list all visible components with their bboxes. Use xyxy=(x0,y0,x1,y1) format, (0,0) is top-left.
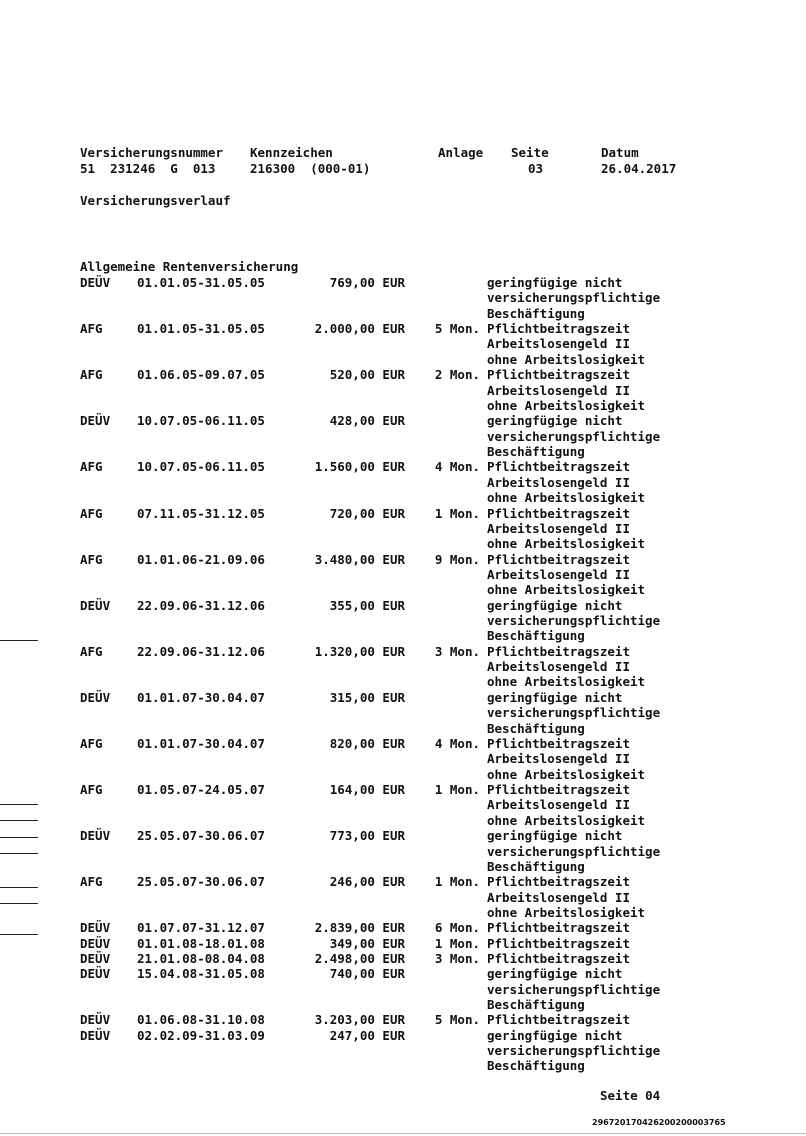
entry-period: 22.09.06-31.12.06 xyxy=(137,597,265,613)
header-seite: 03 xyxy=(528,161,544,176)
entry-code: DEÜV xyxy=(80,275,111,290)
entry-description-line: Arbeitslosengeld II xyxy=(487,659,630,675)
entry-description-line: versicherungspflichtige xyxy=(487,290,661,306)
next-page-label: Seite 04 xyxy=(600,1088,661,1103)
entry-amount: 720,00 EUR xyxy=(329,505,405,521)
entry-amount: 3.480,00 EUR xyxy=(314,551,405,567)
entry-code: DEÜV xyxy=(80,920,111,936)
document-title: Versicherungsverlauf xyxy=(80,193,231,208)
header-label-kennzeichen: Kennzeichen xyxy=(250,145,333,160)
entry-description-line: geringfügige nicht xyxy=(487,828,623,844)
entry-code: DEÜV xyxy=(80,951,111,966)
entry-description-line: Arbeitslosengeld II xyxy=(487,336,630,352)
entry-description-line: geringfügige nicht xyxy=(487,1027,623,1043)
entry-period: 15.04.08-31.05.08 xyxy=(137,966,265,982)
entry-code: DEÜV xyxy=(80,689,111,705)
entry-description-line: versicherungspflichtige xyxy=(487,705,661,721)
header-versicherungsnummer: 51 231246 G 013 xyxy=(80,161,216,176)
margin-mark xyxy=(0,853,38,854)
entry-months: 1 Mon. xyxy=(434,935,480,951)
entry-code: DEÜV xyxy=(80,1027,111,1043)
entry-period: 21.01.08-08.04.08 xyxy=(137,951,265,966)
margin-mark xyxy=(0,934,38,935)
entry-amount: 428,00 EUR xyxy=(329,413,405,429)
entry-amount: 2.000,00 EUR xyxy=(314,321,405,337)
entry-description-line: ohne Arbeitslosigkeit xyxy=(487,351,646,367)
entry-period: 01.01.05-31.05.05 xyxy=(137,321,265,337)
entry-code: DEÜV xyxy=(80,597,111,613)
entry-description-line: Pflichtbeitragszeit xyxy=(487,920,630,936)
entry-code: AFG xyxy=(80,782,103,798)
entry-code: DEÜV xyxy=(80,966,111,982)
entry-amount: 247,00 EUR xyxy=(329,1027,405,1043)
entry-description-line: Arbeitslosengeld II xyxy=(487,751,630,767)
entry-description-line: Pflichtbeitragszeit xyxy=(487,874,630,890)
entry-amount: 520,00 EUR xyxy=(329,367,405,383)
entry-months: 1 Mon. xyxy=(434,874,480,890)
entry-period: 02.02.09-31.03.09 xyxy=(137,1027,265,1043)
entry-description-line: versicherungspflichtige xyxy=(487,981,661,997)
header-label-seite: Seite xyxy=(511,145,549,160)
entry-amount: 164,00 EUR xyxy=(329,782,405,798)
entry-description-line: Beschäftigung xyxy=(487,858,585,874)
entry-amount: 773,00 EUR xyxy=(329,828,405,844)
entry-period: 01.01.07-30.04.07 xyxy=(137,736,265,751)
entry-description-line: Pflichtbeitragszeit xyxy=(487,321,630,337)
entry-description-line: geringfügige nicht xyxy=(487,966,623,982)
entry-description-line: Pflichtbeitragszeit xyxy=(487,951,630,966)
entry-description-line: Pflichtbeitragszeit xyxy=(487,643,630,659)
entry-description-line: geringfügige nicht xyxy=(487,275,623,290)
entry-period: 01.05.07-24.05.07 xyxy=(137,782,265,798)
entry-description-line: Arbeitslosengeld II xyxy=(487,566,630,582)
entry-description-line: versicherungspflichtige xyxy=(487,843,661,859)
entry-code: AFG xyxy=(80,321,103,337)
entry-months: 4 Mon. xyxy=(434,459,480,475)
header-datum: 26.04.2017 xyxy=(601,161,677,176)
entry-code: AFG xyxy=(80,459,103,475)
entry-amount: 769,00 EUR xyxy=(329,275,405,290)
entry-description-line: Arbeitslosengeld II xyxy=(487,474,630,490)
entry-description-line: geringfügige nicht xyxy=(487,597,623,613)
entry-description-line: Beschäftigung xyxy=(487,996,585,1012)
entry-description-line: Pflichtbeitragszeit xyxy=(487,935,630,951)
entry-period: 10.07.05-06.11.05 xyxy=(137,413,265,429)
entry-months: 9 Mon. xyxy=(434,551,480,567)
header-label-datum: Datum xyxy=(601,145,639,160)
entry-description-line: ohne Arbeitslosigkeit xyxy=(487,490,646,505)
entry-code: AFG xyxy=(80,736,103,751)
entry-description-line: Arbeitslosengeld II xyxy=(487,889,630,905)
entry-code: DEÜV xyxy=(80,828,111,844)
margin-mark xyxy=(0,837,38,838)
entry-code: AFG xyxy=(80,643,103,659)
entry-code: DEÜV xyxy=(80,1012,111,1028)
entry-description-line: versicherungspflichtige xyxy=(487,1043,661,1058)
entry-code: DEÜV xyxy=(80,413,111,429)
entry-period: 01.06.08-31.10.08 xyxy=(137,1012,265,1028)
margin-mark xyxy=(0,820,38,821)
header-label-versicherungsnummer: Versicherungsnummer xyxy=(80,145,223,160)
header-kennzeichen: 216300 (000-01) xyxy=(250,161,371,176)
entry-months: 1 Mon. xyxy=(434,505,480,521)
entry-description-line: Beschäftigung xyxy=(487,720,585,736)
entry-description-line: Pflichtbeitragszeit xyxy=(487,782,630,798)
entry-description-line: geringfügige nicht xyxy=(487,413,623,429)
entry-period: 01.01.07-30.04.07 xyxy=(137,689,265,705)
entry-amount: 740,00 EUR xyxy=(329,966,405,982)
entry-amount: 355,00 EUR xyxy=(329,597,405,613)
entry-period: 25.05.07-30.06.07 xyxy=(137,828,265,844)
entry-months: 1 Mon. xyxy=(434,782,480,798)
entry-period: 25.05.07-30.06.07 xyxy=(137,874,265,890)
entry-months: 6 Mon. xyxy=(434,920,480,936)
entry-description-line: Arbeitslosengeld II xyxy=(487,520,630,536)
entry-period: 01.01.08-18.01.08 xyxy=(137,935,265,951)
entry-period: 01.07.07-31.12.07 xyxy=(137,920,265,936)
entry-months: 3 Mon. xyxy=(434,643,480,659)
entry-code: DEÜV xyxy=(80,935,111,951)
entry-amount: 1.320,00 EUR xyxy=(314,643,405,659)
entry-amount: 3.203,00 EUR xyxy=(314,1012,405,1028)
entry-description-line: Beschäftigung xyxy=(487,1058,585,1074)
entry-description-line: ohne Arbeitslosigkeit xyxy=(487,582,646,598)
entry-period: 22.09.06-31.12.06 xyxy=(137,643,265,659)
entry-amount: 315,00 EUR xyxy=(329,689,405,705)
entry-months: 4 Mon. xyxy=(434,736,480,751)
entry-description-line: versicherungspflichtige xyxy=(487,613,661,628)
document-number: 296720170426200200003765 xyxy=(592,1118,726,1127)
section-title: Allgemeine Rentenversicherung xyxy=(80,259,299,274)
entry-amount: 349,00 EUR xyxy=(329,935,405,951)
entry-amount: 2.839,00 EUR xyxy=(314,920,405,936)
header-label-anlage: Anlage xyxy=(438,145,484,160)
entry-description-line: ohne Arbeitslosigkeit xyxy=(487,766,646,782)
entry-period: 01.01.05-31.05.05 xyxy=(137,275,265,290)
entry-code: AFG xyxy=(80,551,103,567)
entry-description-line: ohne Arbeitslosigkeit xyxy=(487,536,646,552)
margin-mark xyxy=(0,804,38,805)
entry-description-line: ohne Arbeitslosigkeit xyxy=(487,397,646,413)
entry-months: 3 Mon. xyxy=(434,951,480,966)
entry-description-line: Arbeitslosengeld II xyxy=(487,382,630,398)
page-bottom-edge xyxy=(0,1133,806,1134)
entry-description-line: Pflichtbeitragszeit xyxy=(487,1012,630,1028)
margin-mark xyxy=(0,903,38,904)
entry-description-line: Pflichtbeitragszeit xyxy=(487,459,630,475)
margin-mark xyxy=(0,640,38,641)
entry-description-line: Beschäftigung xyxy=(487,443,585,459)
entry-description-line: Pflichtbeitragszeit xyxy=(487,551,630,567)
entry-description-line: Beschäftigung xyxy=(487,628,585,644)
entry-code: AFG xyxy=(80,367,103,383)
entry-amount: 2.498,00 EUR xyxy=(314,951,405,966)
entry-amount: 246,00 EUR xyxy=(329,874,405,890)
entry-months: 2 Mon. xyxy=(434,367,480,383)
entry-description-line: ohne Arbeitslosigkeit xyxy=(487,904,646,920)
margin-mark xyxy=(0,887,38,888)
entry-description-line: Pflichtbeitragszeit xyxy=(487,505,630,521)
entry-description-line: ohne Arbeitslosigkeit xyxy=(487,812,646,828)
entry-description-line: Beschäftigung xyxy=(487,305,585,321)
entry-months: 5 Mon. xyxy=(434,1012,480,1028)
entry-description-line: Pflichtbeitragszeit xyxy=(487,367,630,383)
entry-description-line: Pflichtbeitragszeit xyxy=(487,736,630,751)
entry-amount: 1.560,00 EUR xyxy=(314,459,405,475)
entry-period: 10.07.05-06.11.05 xyxy=(137,459,265,475)
entry-period: 01.06.05-09.07.05 xyxy=(137,367,265,383)
entry-period: 01.01.06-21.09.06 xyxy=(137,551,265,567)
entry-description-line: Arbeitslosengeld II xyxy=(487,797,630,813)
entry-code: AFG xyxy=(80,505,103,521)
entry-months: 5 Mon. xyxy=(434,321,480,337)
entry-period: 07.11.05-31.12.05 xyxy=(137,505,265,521)
entry-description-line: ohne Arbeitslosigkeit xyxy=(487,674,646,690)
entry-description-line: geringfügige nicht xyxy=(487,689,623,705)
entry-code: AFG xyxy=(80,874,103,890)
entry-amount: 820,00 EUR xyxy=(329,736,405,751)
entry-description-line: versicherungspflichtige xyxy=(487,428,661,444)
